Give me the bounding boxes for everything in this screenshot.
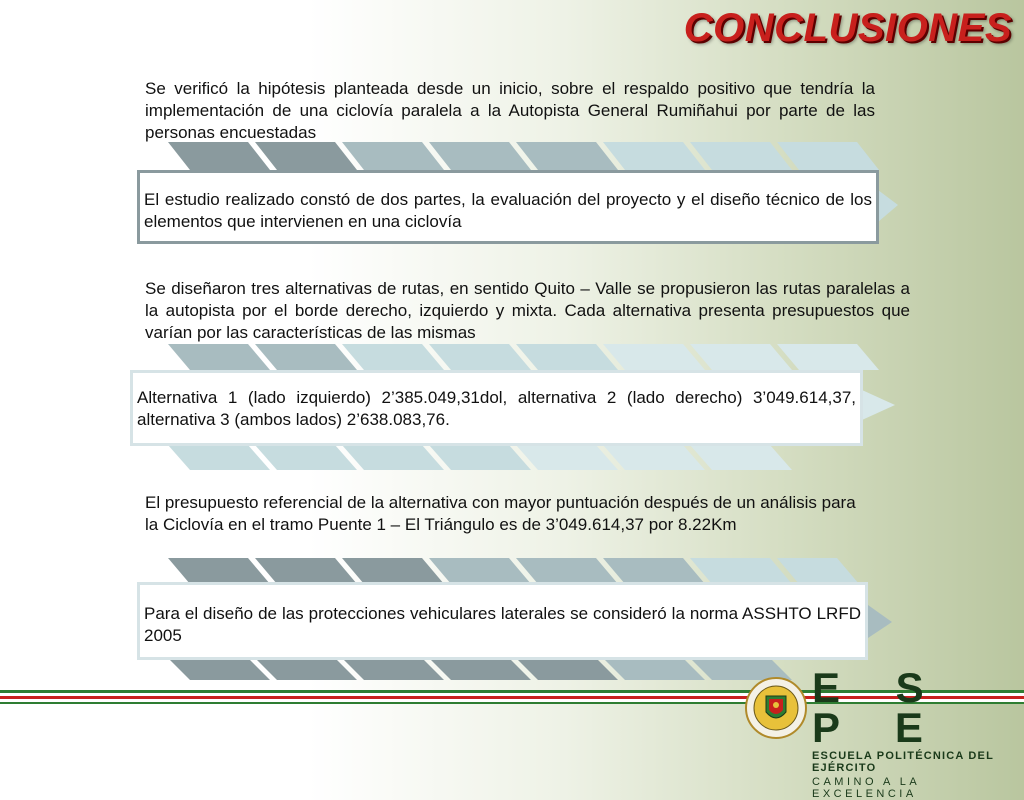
espe-logo-wordmark: E S P E — [812, 664, 946, 751]
conclusion-text-4: Alternativa 1 (lado izquierdo) 2’385.049,31dol, alternativa 2 (lado derecho) 3’049.614,37, alternativa 3 (ambos lados) 2’638.083,76. — [137, 388, 856, 429]
conclusion-text-3: Se diseñaron tres alternativas de rutas, en sentido Quito – Valle se propusieron las rutas paralelas a la autopista por el borde derecho, izquierdo y mixta. Cada alternativa presenta presupuestos que varían por las características de las mismas — [145, 279, 910, 342]
slide-title: CONCLUSIONES — [683, 6, 1012, 50]
conclusion-text-6: Para el diseño de las protecciones vehiculares laterales se consideró la norma ASSHTO LRFD 2005 — [144, 604, 861, 645]
conclusion-box-6 — [137, 582, 868, 660]
espe-logo-tagline: CAMINO A LA EXCELENCIA — [812, 776, 920, 800]
conclusion-text-1: Se verificó la hipótesis planteada desde un inicio, sobre el respaldo positivo que tendría la implementación de una ciclovía paralela a la Autopista General Rumiñahui por parte de las personas encuestadas — [145, 79, 875, 142]
espe-logo — [812, 664, 1024, 800]
espe-emblem-icon — [744, 676, 808, 740]
conclusion-text-2: El estudio realizado constó de dos partes, la evaluación del proyecto y el diseño técnico de los elementos que intervienen en una ciclovía — [144, 190, 872, 231]
conclusion-text-5: El presupuesto referencial de la alternativa con mayor puntuación después de un análisis para la Ciclovía en el tramo Puente 1 – El Triángulo es de 3’049.614,37 por 8.22Km — [145, 493, 856, 534]
espe-logo-name: ESCUELA POLITÉCNICA DEL EJÉRCITO — [812, 750, 994, 774]
